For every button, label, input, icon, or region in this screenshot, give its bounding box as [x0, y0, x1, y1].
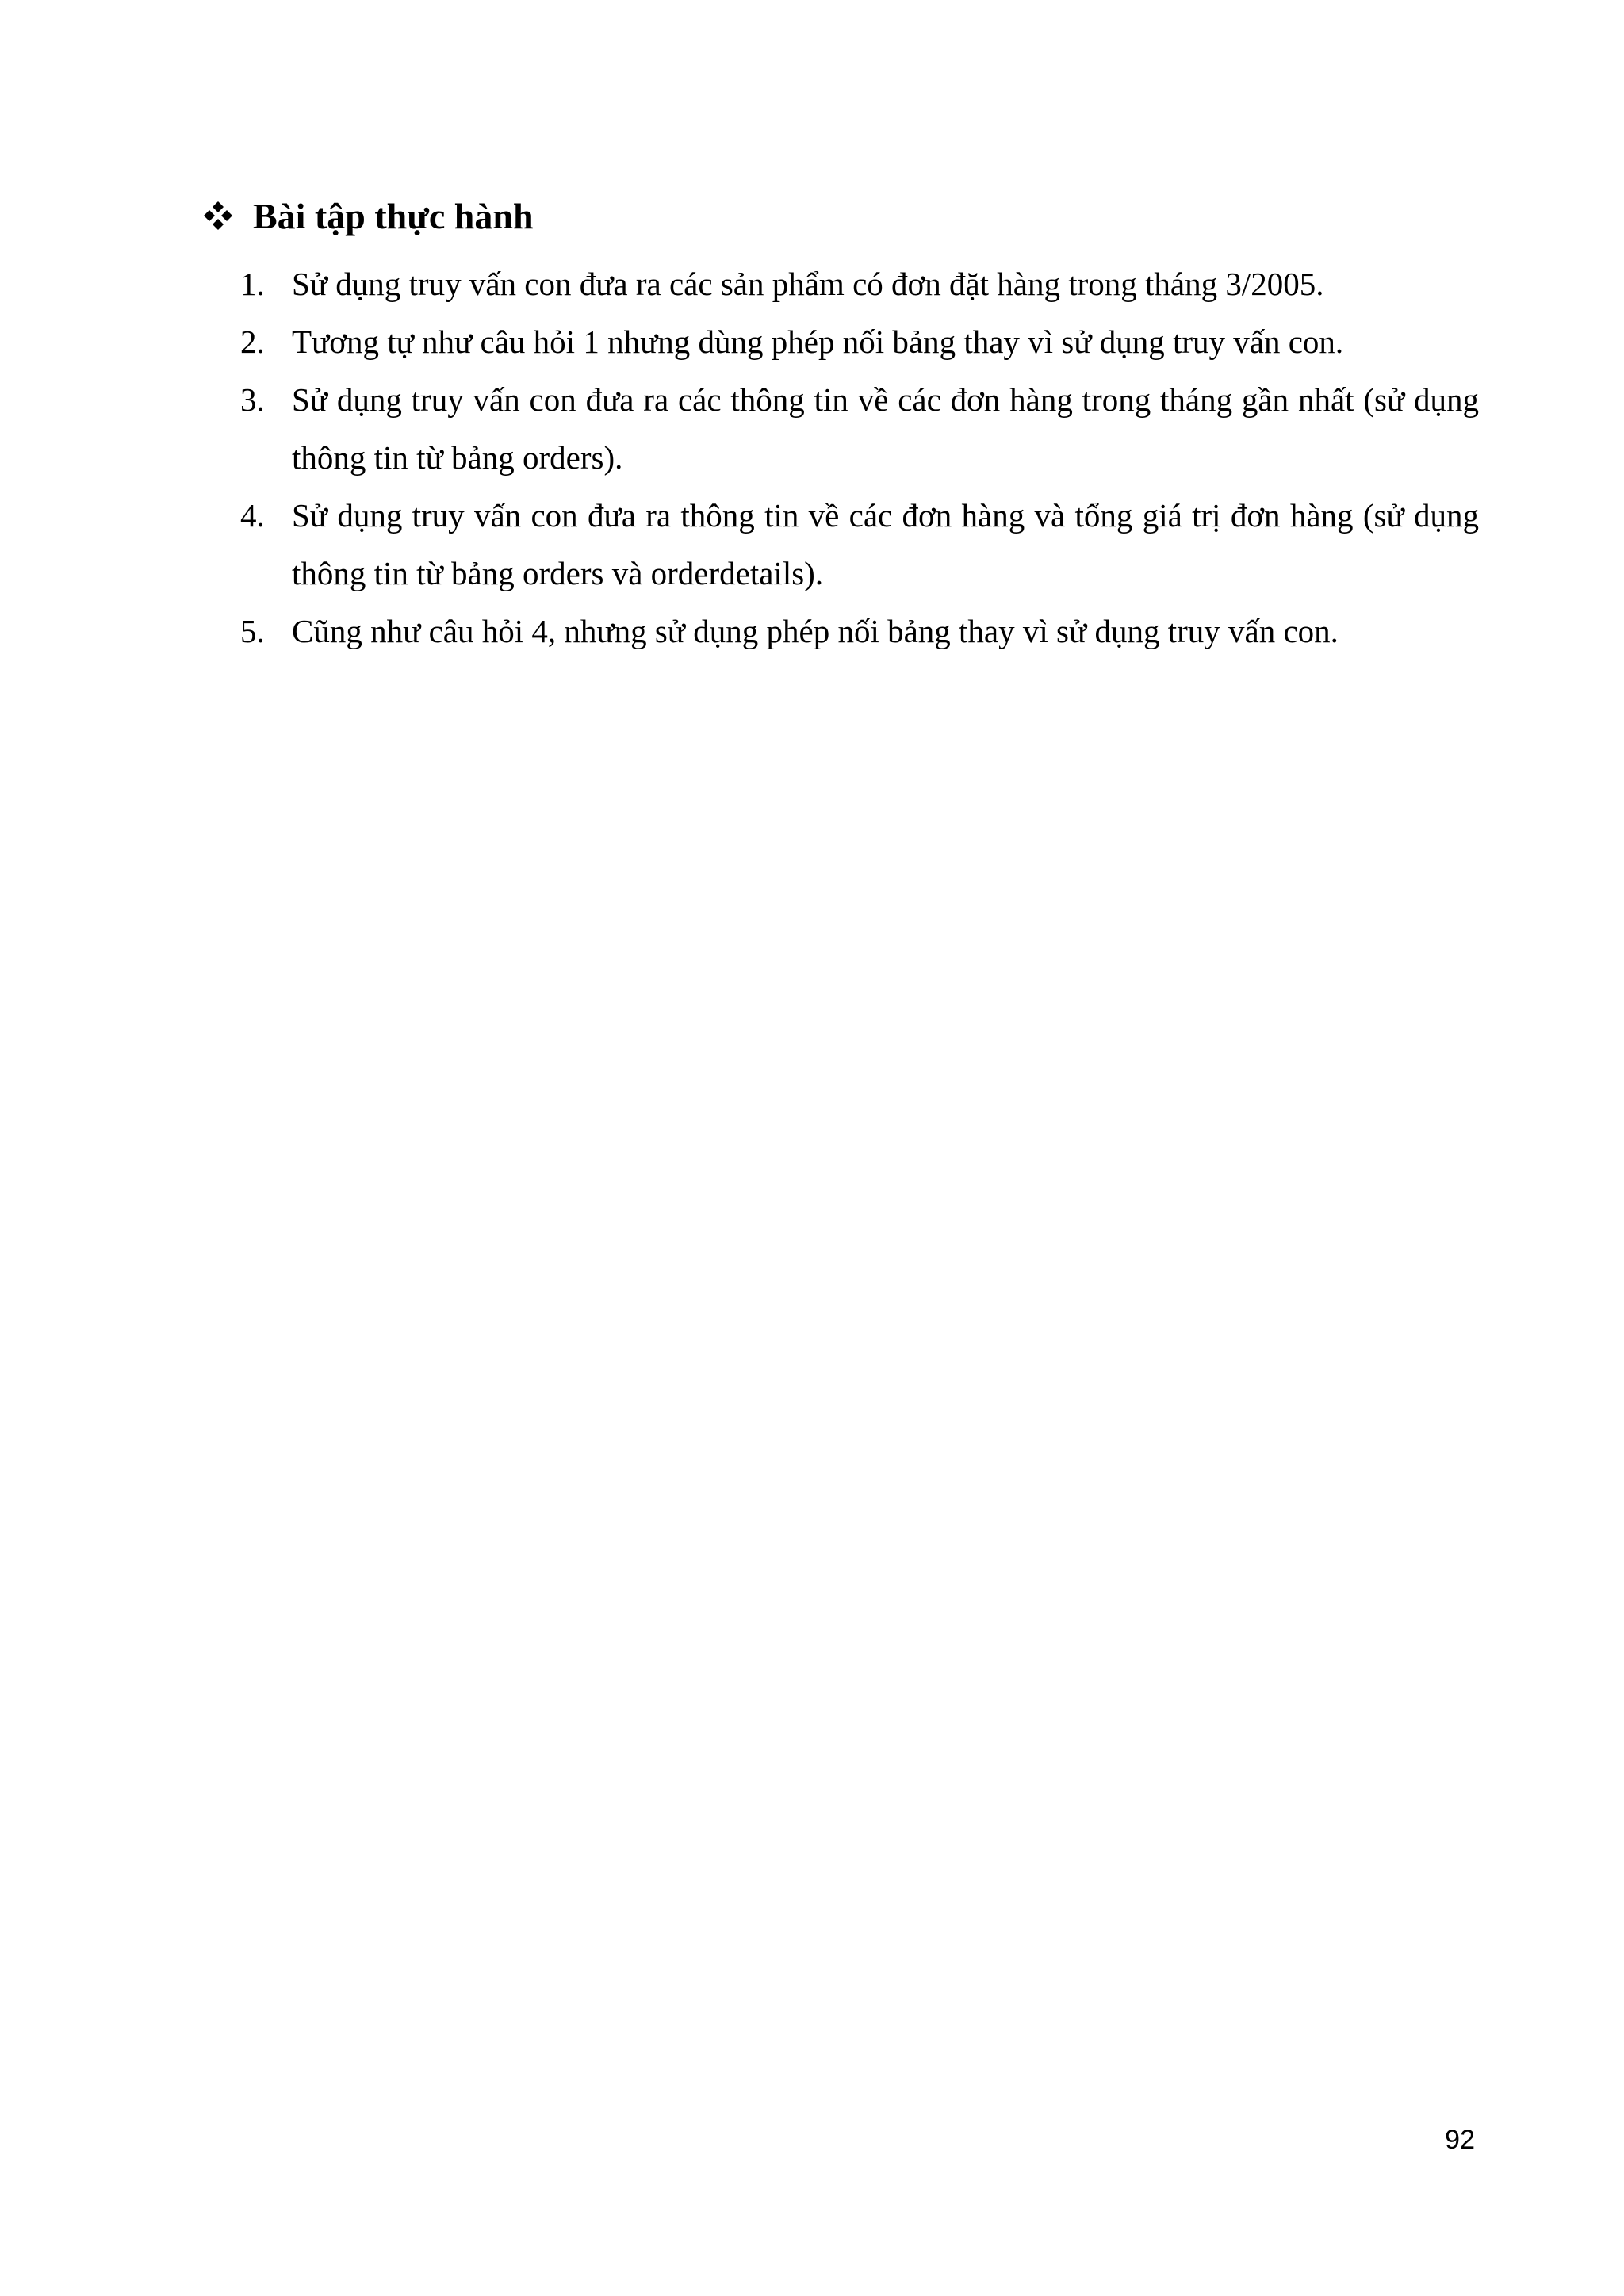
exercise-list [202, 255, 1479, 660]
list-item [202, 255, 1479, 313]
four-diamond-bullet-icon [202, 200, 234, 232]
item-number: 4. [240, 497, 265, 534]
list-item [202, 371, 1479, 487]
item-text: Sử dụng truy vấn con đưa ra các sản phẩm có đơn đặt hàng trong tháng 3/2005. [292, 266, 1324, 302]
section-heading [202, 187, 1479, 244]
list-item [202, 313, 1479, 371]
section-title: Bài tập thực hành [253, 195, 534, 236]
item-text: Sử dụng truy vấn con đưa ra thông tin về các đơn hàng và tổng giá trị đơn hàng (sử dụng thông tin từ bảng orders và orderdetails). [292, 497, 1479, 591]
list-item [202, 603, 1479, 660]
exercise-section [202, 187, 1479, 660]
item-text: Cũng như câu hỏi 4, nhưng sử dụng phép nối bảng thay vì sử dụng truy vấn con. [292, 613, 1339, 649]
page-number: 92 [1445, 2125, 1475, 2155]
item-text: Tương tự như câu hỏi 1 nhưng dùng phép nối bảng thay vì sử dụng truy vấn con. [292, 323, 1344, 360]
item-text: Sử dụng truy vấn con đưa ra các thông tin về các đơn hàng trong tháng gần nhất (sử dụng thông tin từ bảng orders). [292, 381, 1479, 476]
item-number: 1. [240, 266, 265, 302]
item-number: 3. [240, 381, 265, 418]
item-number: 5. [240, 613, 265, 649]
list-item [202, 487, 1479, 603]
item-number: 2. [240, 323, 265, 360]
